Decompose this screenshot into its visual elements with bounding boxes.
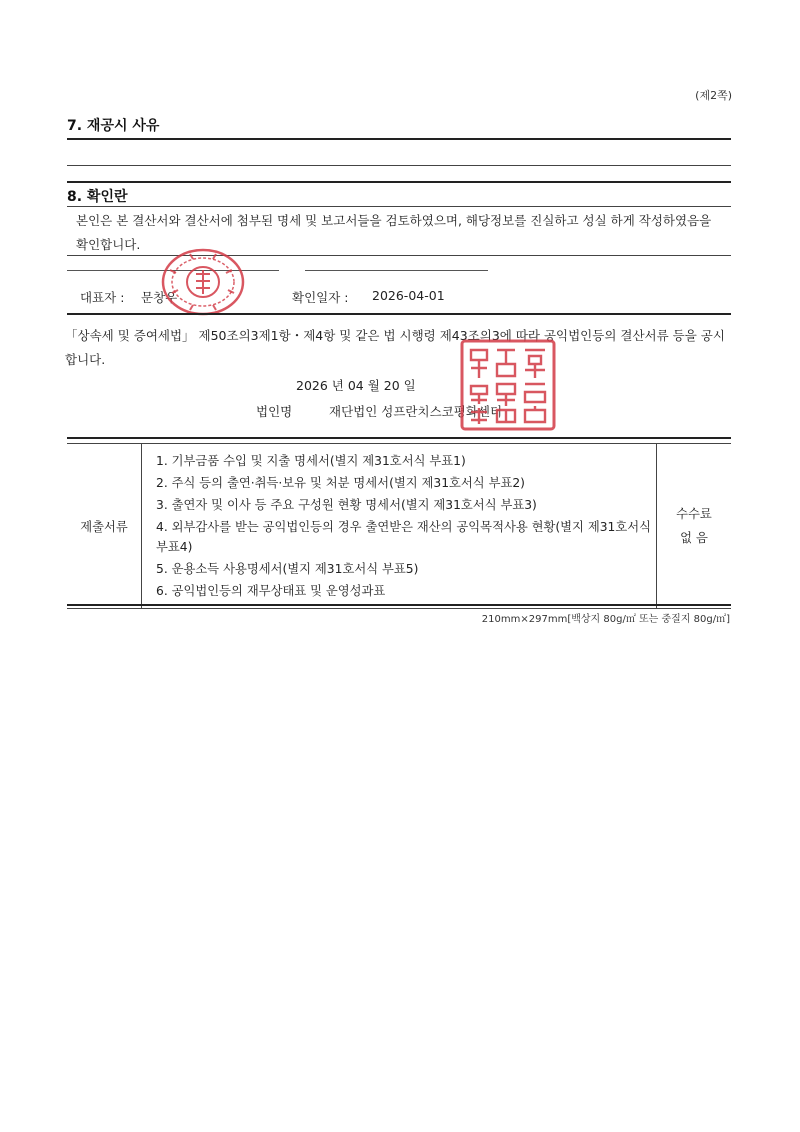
table-row: [67, 444, 731, 609]
section-7-rule: [67, 165, 731, 166]
section-7-top-rule: [67, 138, 731, 140]
signature-line-right: [305, 270, 488, 271]
representative-name: 문창우: [141, 290, 178, 305]
disclosure-date: 2026 년 04 월 20 일: [296, 378, 416, 393]
section-7-title: 7. 재공시 사유: [67, 118, 160, 134]
fee-label: 수수료: [676, 507, 712, 521]
section-8-top-border: [67, 181, 731, 183]
section-8-title: 8. 확인란: [67, 189, 128, 205]
list-item: 2. 주식 등의 출연·취득·보유 및 처분 명세서(별지 제31호서식 부표2): [156, 476, 525, 490]
fee-cell: [657, 444, 732, 609]
page-number: (제2쪽): [695, 89, 732, 102]
list-item: 3. 출연자 및 이사 등 주요 구성원 현황 명세서(별지 제31호서식 부표3): [156, 498, 537, 512]
list-item: 1. 기부금품 수입 및 지출 명세서(별지 제31호서식 부표1): [156, 454, 466, 468]
table-top-border: [67, 437, 731, 439]
corp-name-label: 법인명: [256, 404, 293, 419]
submission-label: 제출서류: [67, 444, 142, 609]
list-item: 6. 공익법인등의 재무상태표 및 운영성과표: [156, 584, 386, 598]
list-item: 4. 외부감사를 받는 공익법인등의 경우 출연받은 재산의 공익목적사용 현황(별지 제31호서식 부표4): [156, 520, 651, 554]
disclosure-notice: 「상속세 및 증여세법」 제50조의3제1항・제4항 및 같은 법 시행령 제43조의3에 따라 공익법인등의 결산서류 등을 공시합니다.: [65, 328, 725, 367]
table-bottom-border: [67, 604, 731, 606]
corporate-seal-icon: [459, 338, 557, 432]
fee-value: 없 음: [680, 531, 708, 545]
paper-spec: 210mm×297mm[백상지 80g/㎡ 또는 중질지 80g/㎡]: [481, 614, 730, 625]
corp-name: 재단법인 성프란치스코평화센터: [329, 404, 503, 419]
section-8-bottom-border: [67, 313, 731, 315]
confirm-date: 2026-04-01: [372, 288, 445, 303]
section-8-title-rule: [67, 206, 731, 207]
submission-documents-table: [67, 443, 731, 609]
confirm-date-label: 확인일자 :: [292, 290, 349, 305]
representative-label: 대표자 :: [80, 290, 125, 305]
representative-seal-icon: [160, 248, 246, 316]
submission-list: [142, 444, 657, 609]
confirmation-statement: 본인은 본 결산서와 결산서에 첨부된 명세 및 보고서들을 검토하였으며, 해당정보를 진실하고 성실 하게 작성하였음을 확인합니다.: [76, 213, 712, 252]
list-item: 5. 운용소득 사용명세서(별지 제31호서식 부표5): [156, 562, 419, 576]
